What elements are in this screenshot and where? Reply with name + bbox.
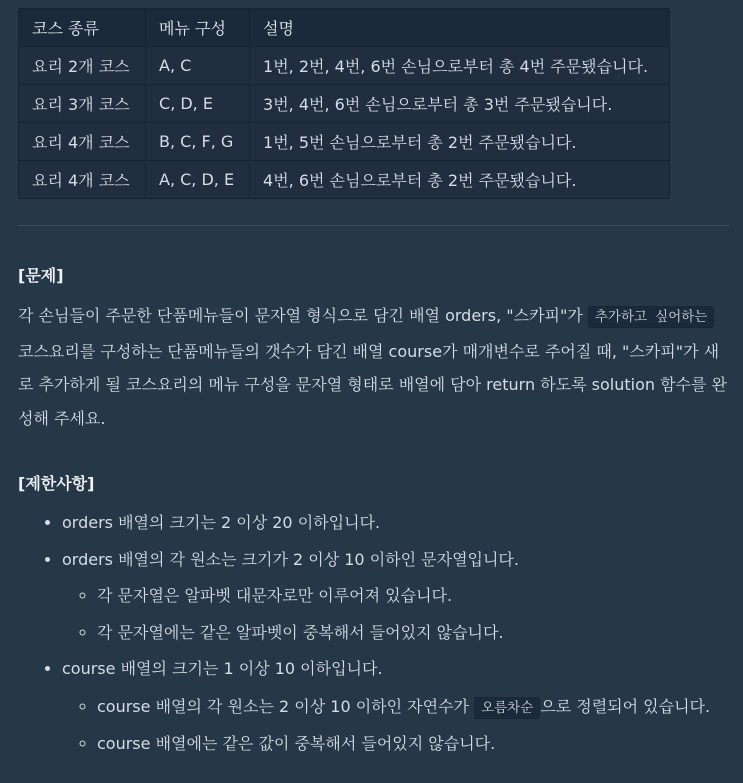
list-item [62, 505, 725, 542]
problem-heading: [문제] [18, 266, 64, 285]
inline-code: 오름차순 [474, 697, 540, 719]
list-item-text: 으로 정렬되어 있습니다. [540, 696, 711, 716]
sub-list-item [97, 578, 725, 615]
list-item-text: course 배열의 각 원소는 2 이상 10 이하인 자연수가 [97, 696, 475, 716]
list-item-text: course 배열에는 같은 값이 중복해서 들어있지 않습니다. [97, 733, 496, 753]
table-row [19, 123, 670, 161]
table-row [19, 161, 670, 199]
table-cell: 요리 4개 코스 [19, 161, 146, 199]
sub-list [62, 578, 725, 651]
table-cell: A, C [146, 47, 250, 85]
inline-code: 추가하고 싶어하는 [588, 306, 714, 328]
table-cell: 요리 2개 코스 [19, 47, 146, 85]
header-description: 설명 [250, 9, 670, 47]
table-cell: 4번, 6번 손님으로부터 총 2번 주문됐습니다. [250, 161, 670, 199]
table-cell: 1번, 5번 손님으로부터 총 2번 주문됐습니다. [250, 123, 670, 161]
list-item-text: orders 배열의 각 원소는 크기가 2 이상 10 이하인 문자열입니다. [62, 549, 519, 569]
problem-text: 코스요리를 구성하는 단품메뉴들의 갯수가 담긴 배열 course가 매개변수로 주어질 때, "스카피"가 새로 추가하게 될 코스요리의 메뉴 구성을 문자열 형태로 배열에 담아 return 하도록 solution 함수를 완성해 주세요. [18, 341, 727, 428]
table-cell: 3번, 4번, 6번 손님으로부터 총 3번 주문됐습니다. [250, 85, 670, 123]
header-course-type: 코스 종류 [19, 9, 146, 47]
course-table [18, 8, 670, 199]
problem-text: 각 손님들이 주문한 단품메뉴들이 문자열 형식으로 담긴 배열 orders, "스카피"가 [18, 306, 588, 325]
header-menu: 메뉴 구성 [146, 9, 250, 47]
table-row [19, 47, 670, 85]
problem-description [18, 299, 729, 435]
table-cell: B, C, F, G [146, 123, 250, 161]
list-item-text: 각 문자열은 알파벳 대문자로만 이루어져 있습니다. [97, 586, 453, 605]
list-item-text: course 배열의 크기는 1 이상 10 이하입니다. [62, 659, 383, 678]
sub-list-item [97, 688, 717, 726]
table-cell: 요리 3개 코스 [19, 85, 146, 123]
table-cell: 1번, 2번, 4번, 6번 손님으로부터 총 4번 주문됐습니다. [250, 47, 670, 85]
table-header-row [19, 9, 670, 47]
sub-list-item [97, 615, 725, 652]
list-item [62, 651, 725, 762]
table-cell: A, C, D, E [146, 161, 250, 199]
list-item-text: 각 문자열에는 같은 알파벳이 중복해서 들어있지 않습니다. [97, 622, 504, 642]
constraints-heading: [제한사항] [18, 474, 95, 493]
table-cell: 요리 4개 코스 [19, 123, 146, 161]
list-item-text: orders 배열의 크기는 2 이상 20 이하입니다. [62, 513, 381, 532]
table-row [19, 85, 670, 123]
list-item [62, 542, 725, 652]
sub-list [62, 688, 725, 763]
constraints-list [18, 505, 725, 762]
section-divider [18, 225, 729, 226]
sub-list-item [97, 726, 725, 763]
table-cell: C, D, E [146, 85, 250, 123]
